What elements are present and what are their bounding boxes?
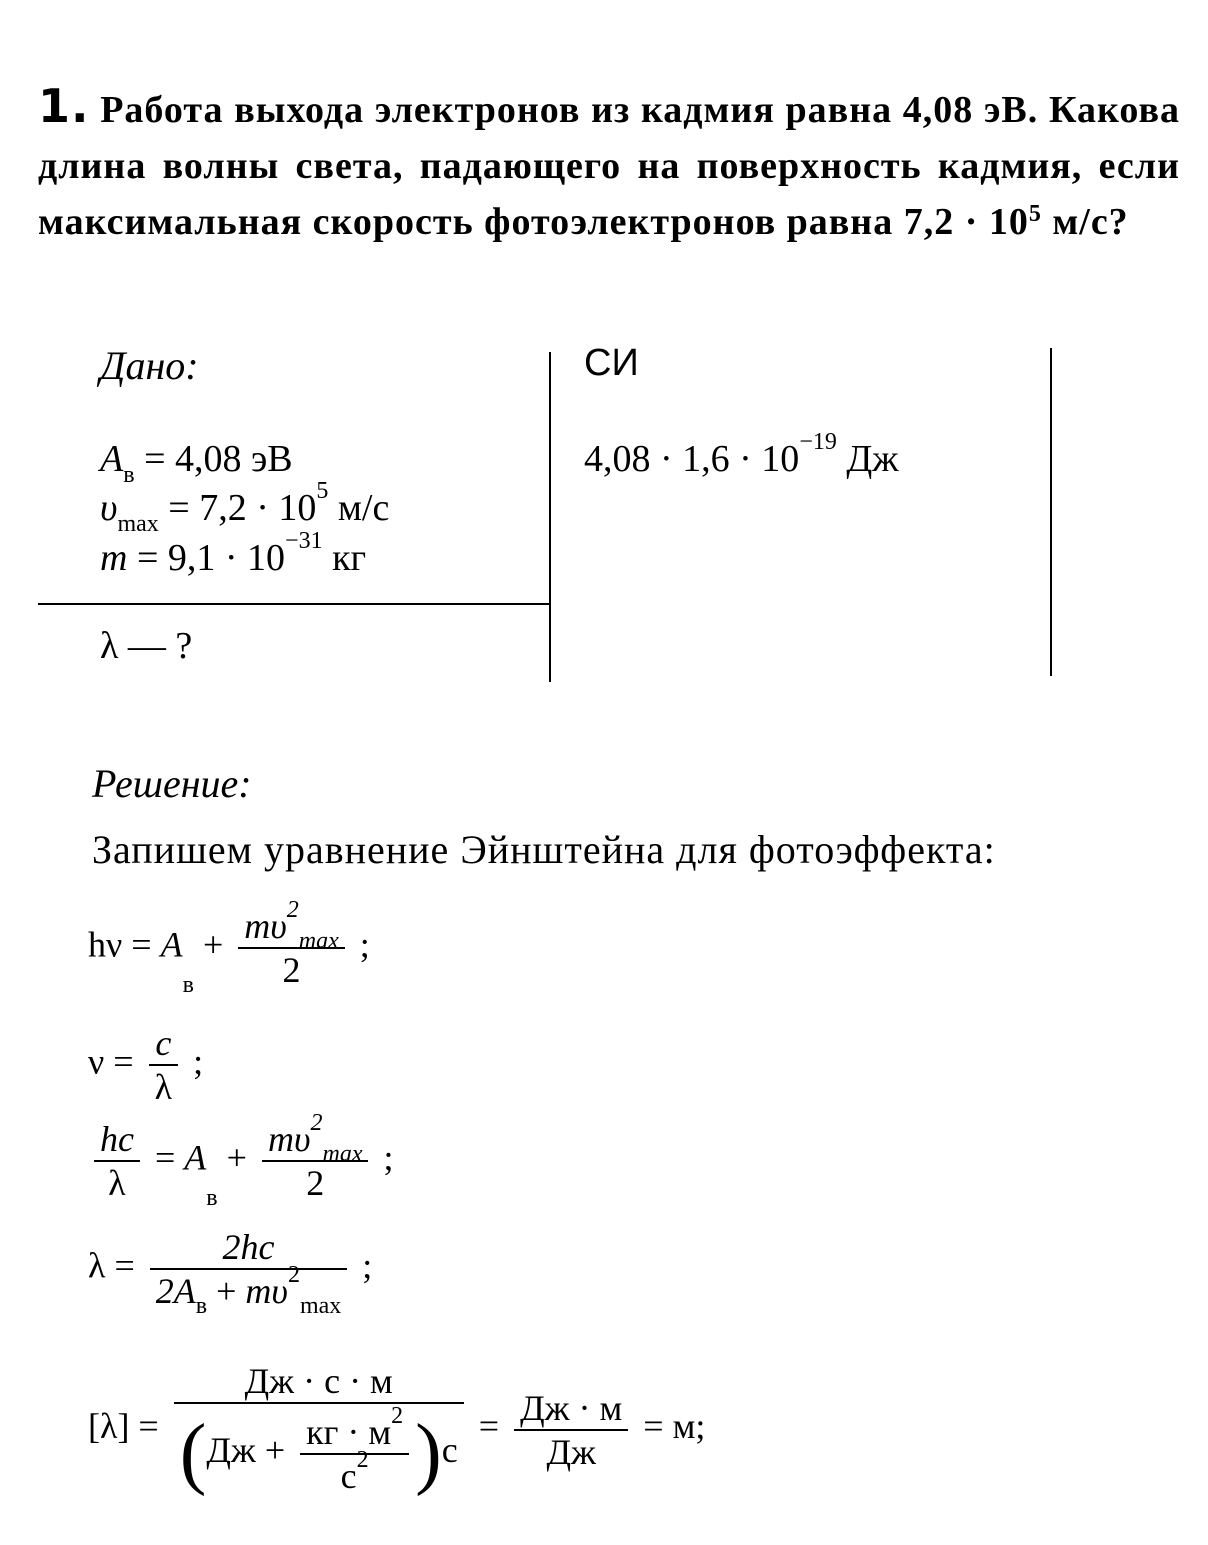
fraction: $\frac{hc}{\lambda}$ [94, 1118, 140, 1204]
fraction: Дж · с · м (Дж + $\frac{кг \cdot м^2}{с^2}$ )с [174, 1360, 464, 1499]
formula-substituted: $\frac{hc}{\lambda}$ = $A_в$ + $\frac{m\upsilon^2_{max}}{2}$ ; [88, 1118, 393, 1204]
fraction: $\frac{c}{\lambda}$ [149, 1022, 178, 1108]
fraction: $\frac{Дж \cdot м}{Дж}$ [514, 1387, 628, 1473]
given-underline [38, 603, 551, 605]
problem-statement [38, 78, 1180, 250]
given-find: λ — ? [100, 625, 193, 667]
fraction: $\frac{2hc}{2A_в + m\upsilon^2_{max}}$ [150, 1226, 348, 1312]
formula-wavelength: λ = $\frac{2hc}{2A_в + m\upsilon^2_{max}}$ ; [88, 1227, 373, 1319]
given-work-function: $A_в = 4,08$ эВ [100, 438, 293, 488]
formula-units: [λ] = Дж · с · м (Дж + $\frac{кг \cdot м^2}{с^2}$ )с = $\frac{Дж \cdot м}{Дж}$ = м; [88, 1361, 706, 1497]
solution-intro: Запишем уравнение Эйнштейна для фотоэффекта: [92, 827, 996, 872]
problem-text: Работа выхода электронов из кадмия равна 4,08 эВ. Какова длина волны света, падающего на поверхность кадмия, если максимальная скорость фотоэлектронов равна 7,2 · 10 [38, 89, 1181, 243]
given-mass: $m = 9,1 \cdot 10^{-31}$ кг [100, 528, 367, 579]
si-value: $4,08 \cdot 1,6 \cdot 10^{-19}$ Дж [584, 429, 899, 480]
fraction: $\frac{m\upsilon^2_{max}}{2}$ [262, 1118, 369, 1204]
solution-title: Решение: [92, 761, 252, 806]
formula-frequency: ν = $\frac{c}{\lambda}$ ; [88, 1023, 204, 1107]
formula-einstein: $h\nu = A_в$ + $\frac{m\upsilon^2_{max}}{2}$ ; [88, 897, 370, 998]
problem-number: 1. [38, 79, 90, 133]
problem-tail: м/с? [1041, 201, 1129, 243]
given-title: Дано: [100, 343, 199, 388]
given-velocity: $\upsilon_{max} = 7,2 \cdot 10^5$ м/с [100, 478, 390, 537]
table-right-border [1050, 348, 1052, 676]
problem-exp: 5 [1028, 201, 1042, 227]
table-divider-vertical [549, 352, 551, 682]
inner-fraction: $\frac{кг \cdot м^2}{с^2}$ [300, 1411, 409, 1497]
si-title: СИ [584, 342, 639, 384]
fraction: $\frac{m\upsilon^2_{max}}{2}$ [238, 905, 345, 991]
